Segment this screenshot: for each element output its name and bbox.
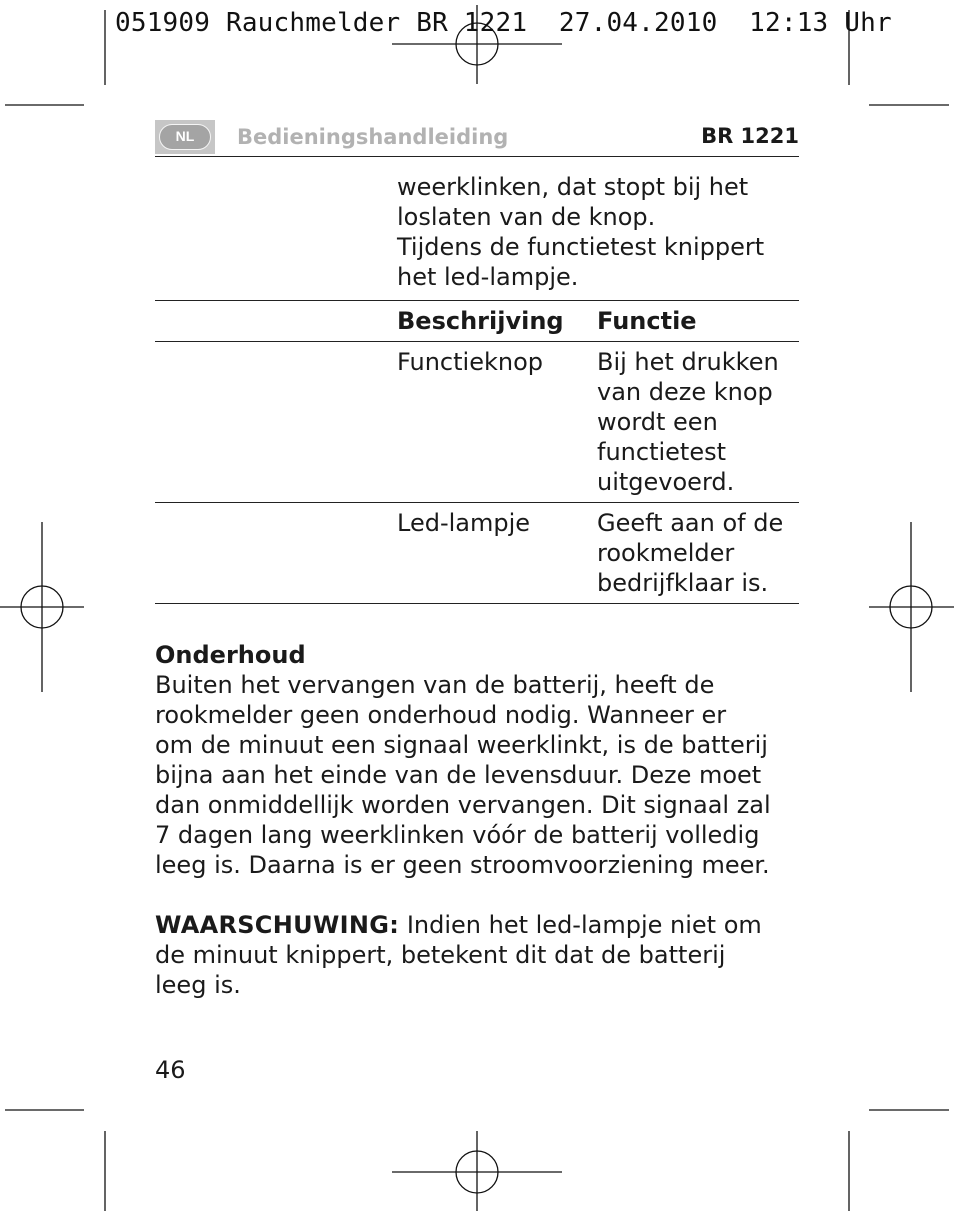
manual-title: Bedieningshandleiding — [237, 125, 509, 149]
language-badge — [155, 120, 215, 154]
cell-line: rookmelder — [597, 539, 735, 567]
intro-line: loslaten van de knop. — [397, 203, 656, 231]
paragraph-line: rookmelder geen onderhoud nodig. Wanneer er — [155, 701, 727, 729]
column-header-description: Beschrijving — [397, 307, 564, 335]
cell-line: Bij het drukken — [597, 348, 779, 376]
paragraph-line: dan onmiddellijk worden vervangen. Dit signaal zal — [155, 791, 771, 819]
paragraph-line: om de minuut een signaal weerklinkt, is de batterij — [155, 731, 768, 759]
table-cell-description: Functieknop — [397, 348, 543, 376]
cell-line: functietest — [597, 438, 726, 466]
paragraph-line — [155, 910, 799, 940]
warning-label: WAARSCHUWING: — [155, 911, 400, 939]
column-header-function: Functie — [597, 307, 697, 335]
table-header-row — [155, 301, 799, 342]
print-slug: 051909 Rauchmelder BR 1221 27.04.2010 12:13 Uhr — [115, 8, 892, 38]
paragraph-line: leeg is. Daarna is er geen stroomvoorziening meer. — [155, 851, 770, 879]
intro-line: het led-lampje. — [397, 263, 579, 291]
warning-paragraph — [155, 910, 799, 1000]
table-cell-description: Led-lampje — [397, 509, 531, 537]
paragraph-line: 7 dagen lang weerklinken vóór de batterij volledig — [155, 821, 760, 849]
page-content — [155, 172, 799, 1000]
intro-line: Tijdens de functietest knippert — [397, 233, 765, 261]
intro-text — [397, 172, 799, 300]
language-badge-label: NL — [159, 124, 211, 150]
cell-line: van deze knop — [597, 378, 773, 406]
paragraph-line: de minuut knippert, betekent dit dat de batterij — [155, 941, 726, 969]
cell-line: Geeft aan of de — [597, 509, 784, 537]
running-header — [155, 120, 799, 157]
intro-line: weerklinken, dat stopt bij het — [397, 173, 749, 201]
function-table — [155, 300, 799, 604]
paragraph-line: Buiten het vervangen van de batterij, heeft de — [155, 671, 715, 699]
table-cell-function — [597, 342, 799, 503]
cell-line: uitgevoerd. — [597, 468, 735, 496]
paragraph-line: bijna aan het einde van de levensduur. Deze moet — [155, 761, 762, 789]
warning-text: Indien het led-lampje niet om — [399, 911, 762, 939]
table-cell-function — [597, 503, 799, 604]
maintenance-section — [155, 640, 799, 880]
page-number: 46 — [155, 1056, 186, 1084]
model-number: BR 1221 — [701, 124, 799, 148]
table-row — [155, 503, 799, 604]
paragraph-line: leeg is. — [155, 971, 241, 999]
cell-line: wordt een — [597, 408, 718, 436]
cell-line: bedrijfklaar is. — [597, 569, 769, 597]
table-row — [155, 342, 799, 503]
section-heading: Onderhoud — [155, 641, 306, 669]
